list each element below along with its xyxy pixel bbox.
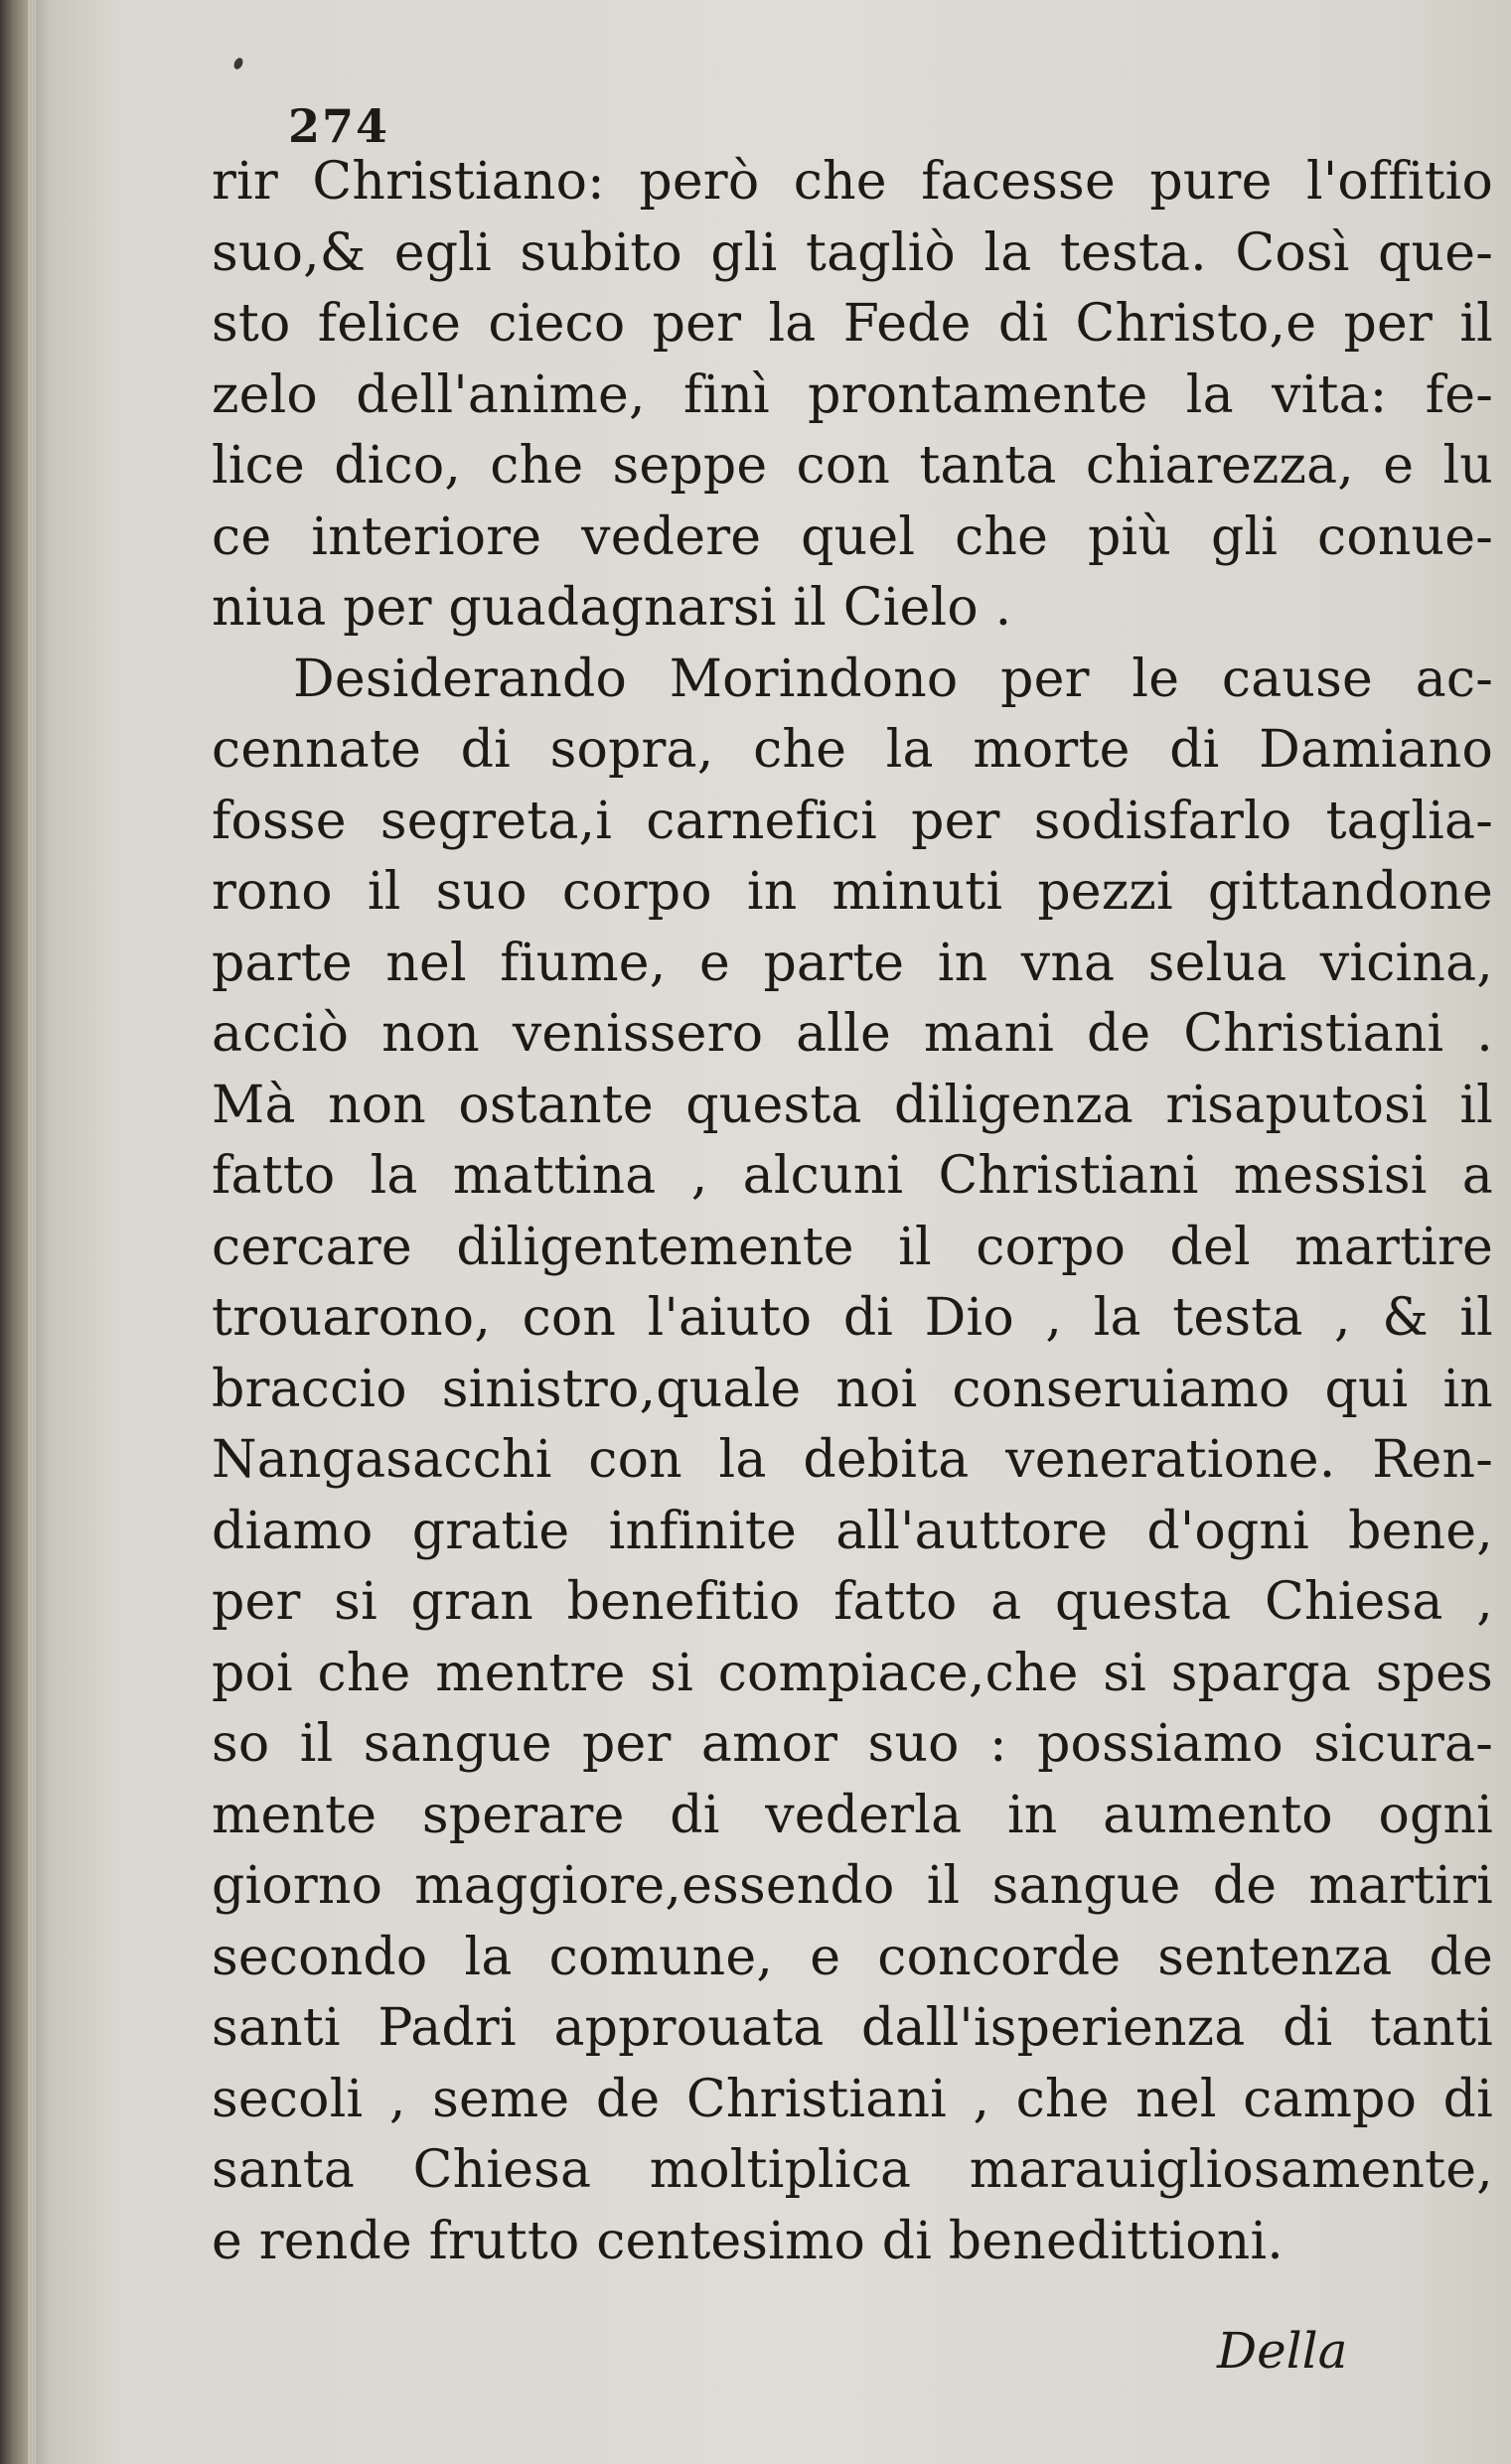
text-line: cennate di sopra, che la morte di Damiano — [212, 720, 1493, 780]
text-line: suo,& egli subito gli tagliò la testa. Così que- — [212, 222, 1493, 283]
text-line: secoli , seme de Christiani , che nel campo di — [212, 2069, 1493, 2129]
paragraph-1 — [212, 147, 1493, 645]
text-line: e rende frutto centesimo di benedittioni. — [212, 2211, 1284, 2271]
paragraph-2 — [212, 645, 1493, 2278]
text-line: santi Padri approuata dall'isperienza di tanti — [212, 1998, 1493, 2058]
ink-speck — [232, 57, 244, 71]
text-line: Mà non ostante questa diligenza risaputosi il — [212, 1075, 1493, 1135]
text-line: ce interiore vedere quel che più gli conue- — [212, 507, 1493, 567]
book-gutter — [0, 0, 28, 2464]
text-line: mente sperare di vederla in aumento ogni — [212, 1785, 1493, 1845]
text-line: per si gran benefitio fatto a questa Chiesa , — [212, 1572, 1493, 1632]
text-line: diamo gratie infinite all'auttore d'ogni bene, — [212, 1501, 1493, 1561]
text-line: Nangasacchi con la debita veneratione. Ren- — [212, 1430, 1493, 1490]
text-line: santa Chiesa moltiplica marauigliosamente, — [212, 2140, 1493, 2200]
text-line: rono il suo corpo in minuti pezzi gittandone — [212, 862, 1493, 922]
text-line: giorno maggiore,essendo il sangue de martiri — [212, 1856, 1493, 1916]
text-line: trouarono, con l'aiuto di Dio , la testa , & il — [212, 1288, 1493, 1348]
text-line: Desiderando Morindono per le cause ac- — [293, 649, 1493, 709]
text-line: parte nel fiume, e parte in vna selua vicina, — [212, 933, 1493, 993]
text-line: zelo dell'anime, finì prontamente la vita: fe- — [212, 364, 1493, 425]
text-line: rir Christiano: però che facesse pure l'offitio — [212, 152, 1493, 212]
text-line: cercare diligentemente il corpo del martire — [212, 1217, 1493, 1277]
text-line: sto felice cieco per la Fede di Christo,e per il — [212, 294, 1493, 354]
text-line: lice dico, che seppe con tanta chiarezza, e lu — [212, 436, 1493, 496]
body-text — [212, 147, 1493, 2277]
page-edges — [28, 0, 36, 2464]
text-line: so il sangue per amor suo : possiamo sicura- — [212, 1714, 1493, 1774]
text-line: niua per guadagnarsi il Cielo . — [212, 578, 1012, 638]
text-line: fosse segreta,i carnefici per sodisfarlo taglia- — [212, 791, 1493, 851]
text-line: acciò non venissero alle mani de Christiani . — [212, 1004, 1493, 1064]
catchword: Della — [1217, 2322, 1348, 2380]
text-line: secondo la comune, e concorde sentenza de — [212, 1927, 1493, 1987]
text-line: poi che mentre si compiace,che si sparga spes — [212, 1643, 1493, 1703]
text-line: fatto la mattina , alcuni Christiani messisi a — [212, 1146, 1493, 1206]
page-number: 274 — [288, 99, 390, 153]
text-line: braccio sinistro,quale noi conseruiamo qui in — [212, 1359, 1493, 1419]
